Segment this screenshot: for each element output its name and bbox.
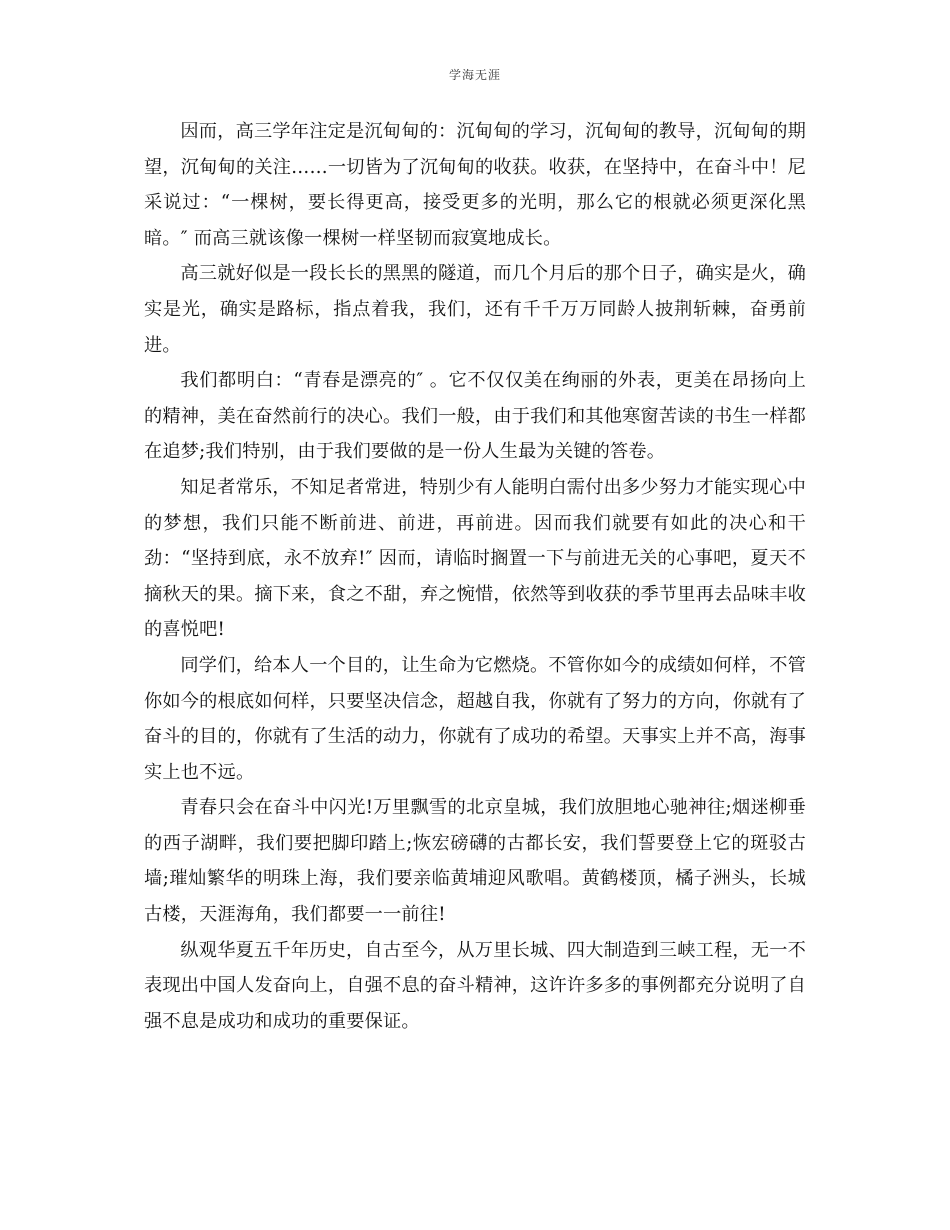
paragraph: 因而，高三学年注定是沉甸甸的：沉甸甸的学习，沉甸甸的教导，沉甸甸的期望，沉甸甸的关注……一切皆为了沉甸甸的收获。收获，在坚持中，在奋斗中！尼采说过：“一棵树，要长得更高，接受更多的光明，那么它的根就必须更深化黑暗。″ 而高三就该像一棵树一样坚韧而寂寞地成长。 (144, 121, 806, 249)
paragraph: 高三就好似是一段长长的黑黑的隧道，而几个月后的那个日子，确实是火，确实是光，确实是路标，指点着我，我们，还有千千万万同龄人披荆斩棘，奋勇前进。 (144, 263, 806, 356)
paragraph: 青春只会在奋斗中闪光!万里飘雪的北京皇城，我们放胆地心驰神往;烟迷柳垂的西子湖畔，我们要把脚印踏上;恢宏磅礴的古都长安，我们誓要登上它的斑驳古墙;璀灿繁华的明珠上海，我们要亲临黄埔迎风歌唱。黄鹤楼顶，橘子洲头，长城古楼，天涯海角，我们都要一一前往! (144, 797, 806, 926)
paragraph: 纵观华夏五千年历史，自古至今，从万里长城、四大制造到三峡工程，无一不表现出中国人发奋向上，自强不息的奋斗精神，这许许多多的事例都充分说明了自强不息是成功和成功的重要保证。 (144, 939, 806, 1032)
paragraph: 我们都明白：“青春是漂亮的″ 。它不仅仅美在绚丽的外表，更美在昂扬向上的精神，美在奋然前行的决心。我们一般，由于我们和其他寒窗苦读的书生一样都在追梦;我们特别，由于我们要做的是一份人生最为关键的答卷。 (144, 370, 806, 463)
document-body (144, 114, 806, 1039)
page-header: 学海无涯 (448, 68, 501, 82)
paragraph: 知足者常乐，不知足者常进，特别少有人能明白需付出多少努力才能实现心中的梦想，我们只能不断前进、前进，再前进。因而我们就要有如此的决心和干劲：“坚持到底，永不放弃!″ 因而，请临时搁置一下与前进无关的心事吧，夏天不摘秋天的果。摘下来，食之不甜，弃之惋惜，依然等到收获的季节里再去品味丰收的喜悦吧! (144, 476, 806, 641)
paragraph: 同学们，给本人一个目的，让生命为它燃烧。不管你如今的成绩如何样，不管你如今的根底如何样，只要坚决信念，超越自我，你就有了努力的方向，你就有了奋斗的目的，你就有了生活的动力，你就有了成功的希望。天事实上并不高，海事实上也不远。 (144, 654, 806, 783)
